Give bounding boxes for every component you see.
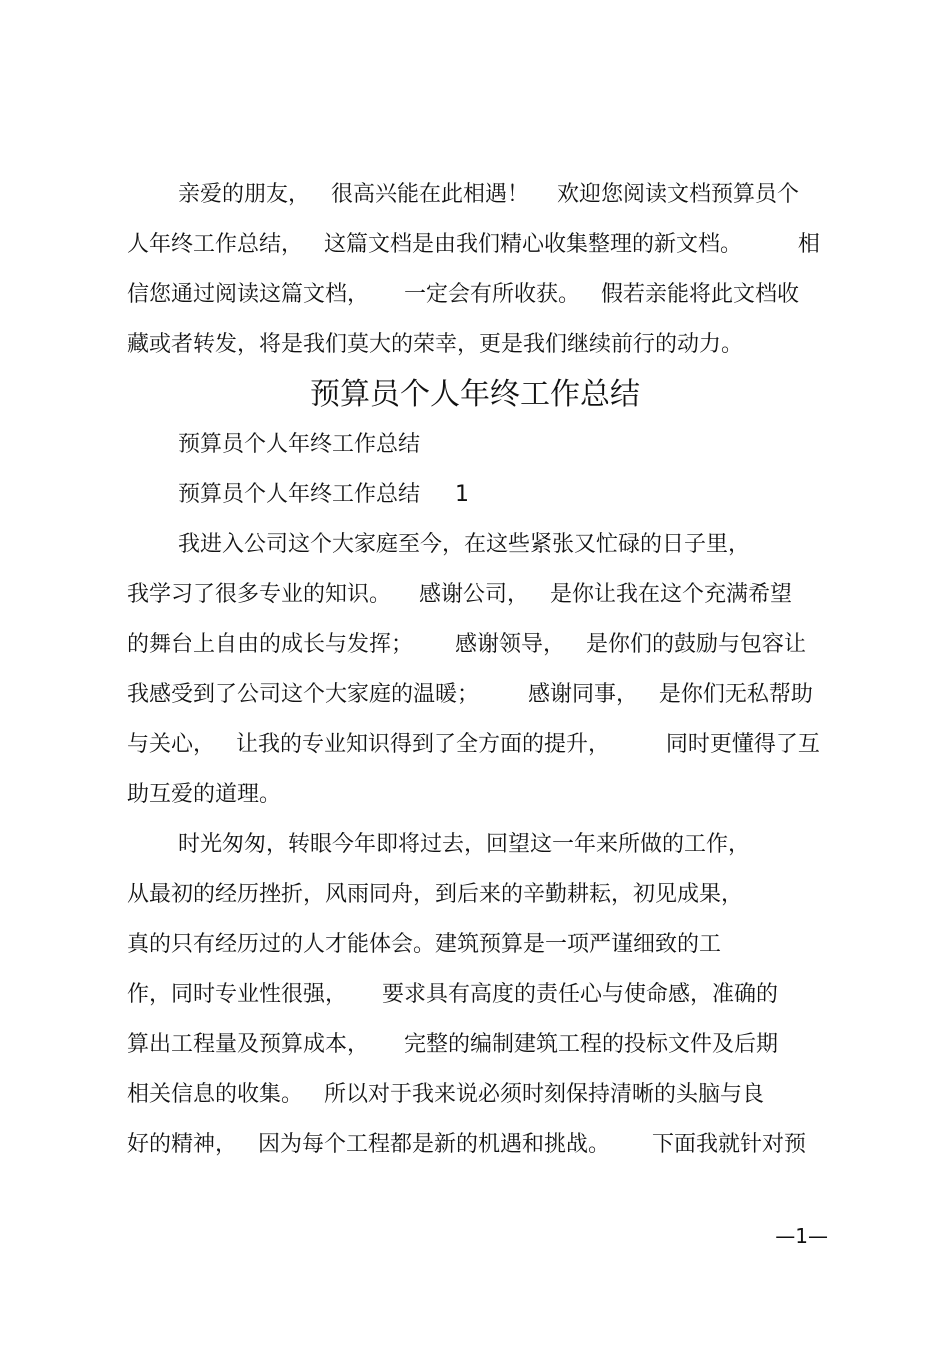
paragraph1-line-2: 我学习了很多专业的知识。 感谢公司， 是你让我在这个充满希望 (127, 582, 792, 607)
paragraph1-line-5: 与关心， 让我的专业知识得到了全方面的提升， 同时更懂得了互 (127, 732, 820, 757)
document-title: 预算员个人年终工作总结 (310, 377, 640, 412)
intro-line-1: 亲爱的朋友， 很高兴能在此相遇！ 欢迎您阅读文档预算员个 (178, 182, 799, 207)
intro-line-2: 人年终工作总结， 这篇文档是由我们精心收集整理的新文档。 相 (127, 232, 820, 257)
intro-line-4: 藏或者转发，将是我们莫大的荣幸，更是我们继续前行的动力。 (127, 332, 744, 357)
page-number: —1— (775, 1224, 828, 1248)
paragraph1-line-3: 的舞台上自由的成长与发挥； 感谢领导， 是你们的鼓励与包容让 (127, 632, 806, 657)
paragraph2-line-1: 时光匆匆，转眼今年即将过去，回望这一年来所做的工作， (178, 832, 751, 857)
subtitle-line-2: 预算员个人年终工作总结 1 (178, 482, 469, 507)
paragraph1-line-1: 我进入公司这个大家庭至今，在这些紧张又忙碌的日子里， (178, 532, 751, 557)
subtitle-line-1: 预算员个人年终工作总结 (178, 432, 421, 457)
paragraph1-line-4: 我感受到了公司这个大家庭的温暖； 感谢同事， 是你们无私帮助 (127, 682, 813, 707)
paragraph2-line-5: 算出工程量及预算成本， 完整的编制建筑工程的投标文件及后期 (127, 1032, 778, 1057)
paragraph2-line-3: 真的只有经历过的人才能体会。建筑预算是一项严谨细致的工 (127, 932, 722, 957)
paragraph2-line-4: 作，同时专业性很强， 要求具有高度的责任心与使命感，准确的 (127, 982, 778, 1007)
paragraph1-line-6: 助互爱的道理。 (127, 782, 282, 807)
paragraph2-line-6: 相关信息的收集。 所以对于我来说必须时刻保持清晰的头脑与良 (127, 1082, 764, 1107)
paragraph2-line-7: 好的精神， 因为每个工程都是新的机遇和挑战。 下面我就针对预 (127, 1132, 806, 1157)
intro-line-3: 信您通过阅读这篇文档， 一定会有所收获。 假若亲能将此文档收 (127, 282, 799, 307)
paragraph2-line-2: 从最初的经历挫折，风雨同舟，到后来的辛勤耕耘，初见成果， (127, 882, 744, 907)
